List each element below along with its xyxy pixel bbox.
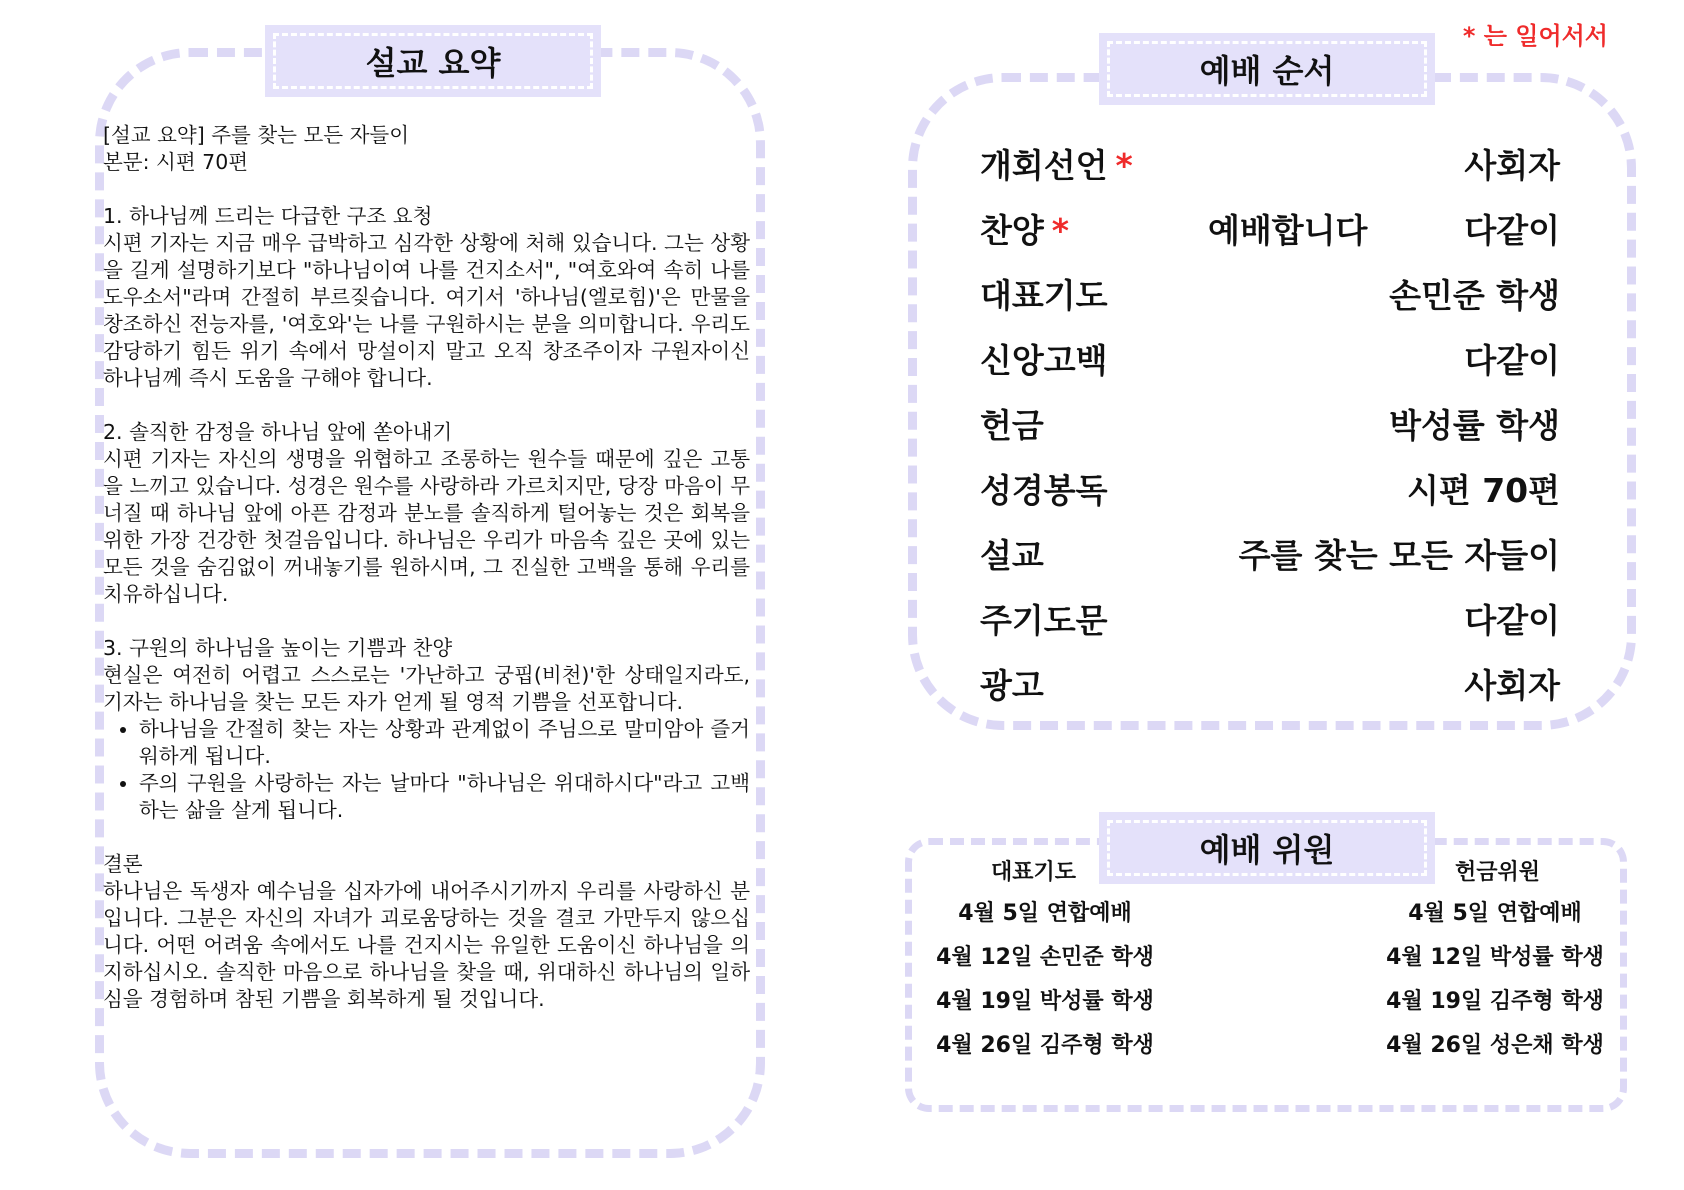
section-3-title: 3. 구원의 하나님을 높이는 기쁨과 찬양 — [103, 636, 453, 660]
order-row — [980, 660, 1560, 710]
sermon-title: 설교 요약 — [365, 44, 501, 82]
order-item-leader: 사회자 — [1464, 666, 1560, 705]
order-item-leader: 주를 찾는 모든 자들이 — [1238, 536, 1560, 575]
prayer-schedule — [915, 892, 1175, 1068]
order-item-leader: 시편 70편 — [1406, 471, 1560, 510]
order-item-leader: 다같이 — [1464, 341, 1560, 380]
conclusion-body: 하나님은 독생자 예수님을 십자가에 내어주시기까지 우리를 사랑하신 분입니다. 그분은 자신의 자녀가 괴로움당하는 것을 결코 가만두지 않으십니다. 어떤 어려움 속에서도 나를 건지시는 유일한 도움이신 하나님을 의지하십시오. 솔직한 마음으로 하나님을 찾을 때, 위대하신 하나님의 일하심을 경험하며 참된 기쁨을 회복하게 될 것입니다. — [103, 879, 750, 1011]
sermon-header-line: [설교 요약] 주를 찾는 모든 자들이 — [103, 123, 410, 147]
schedule-item: 4월 19일 김주형 학생 — [1386, 989, 1604, 1014]
sermon-body — [103, 122, 750, 1013]
section-2-title: 2. 솔직한 감정을 하나님 앞에 쏟아내기 — [103, 420, 453, 444]
schedule-item: 4월 5일 연합예배 — [1408, 901, 1582, 926]
order-item-leader: 박성률 학생 — [1389, 406, 1560, 445]
order-row — [980, 465, 1560, 515]
standing-legend: * 는 일어서서 — [1462, 22, 1608, 50]
sermon-title-tab — [265, 25, 601, 97]
schedule-item: 4월 26일 김주형 학생 — [936, 1033, 1154, 1058]
order-item-leader: 사회자 — [1464, 146, 1560, 185]
schedule-item: 4월 5일 연합예배 — [958, 901, 1132, 926]
prayer-column-head: 대표기도 — [991, 860, 1077, 885]
section-2-body: 시편 기자는 자신의 생명을 위협하고 조롱하는 원수들 때문에 깊은 고통을 느끼고 있습니다. 성경은 원수를 사랑하라 가르치지만, 당장 마음이 무너질 때 하나님 앞에 아픈 감정과 분노를 솔직하게 털어놓는 것은 회복을 위한 가장 건강한 첫걸음입니다. 하나님은 우리가 마음속 깊은 곳에 있는 모든 것을 숨김없이 꺼내놓기를 원하시며, 그 진실한 고백을 통해 우리를 치유하십니다. — [103, 447, 750, 606]
offering-schedule — [1365, 892, 1625, 1068]
order-row — [980, 530, 1560, 580]
bullet-item: • 하나님을 간절히 찾는 자는 상황과 관계없이 주님으로 말미암아 즐거워하게 됩니다. — [139, 716, 750, 770]
order-item-name: 찬양 — [980, 211, 1044, 250]
order-row — [980, 595, 1560, 645]
staff-title-tab — [1099, 812, 1435, 884]
order-item-detail: 예배합니다 — [1208, 211, 1368, 250]
standing-mark: * — [1051, 211, 1070, 250]
order-item-name: 성경봉독 — [980, 471, 1108, 510]
order-item-name: 신앙고백 — [980, 341, 1108, 380]
section-3-bullets — [103, 716, 750, 824]
sermon-scripture: 본문: 시편 70편 — [103, 150, 249, 174]
order-row — [980, 400, 1560, 450]
schedule-item: 4월 12일 박성률 학생 — [1386, 945, 1604, 970]
order-item-leader: 다같이 — [1464, 601, 1560, 640]
order-row — [980, 205, 1560, 255]
section-3-body: 현실은 여전히 어렵고 스스로는 '가난하고 궁핍(비천)'한 상태일지라도, 기자는 하나님을 찾는 모든 자가 얻게 될 영적 기쁨을 선포합니다. — [103, 663, 750, 714]
order-title-tab — [1099, 33, 1435, 105]
conclusion-title: 결론 — [103, 852, 143, 876]
section-1-body: 시편 기자는 지금 매우 급박하고 심각한 상황에 처해 있습니다. 그는 상황을 길게 설명하기보다 "하나님이여 나를 건지소서", "여호와여 속히 나를 도우소서"라며 간절히 부르짖습니다. 여기서 '하나님(엘로힘)'은 만물을 창조하신 전능자를, '여호와'는 나를 구원하시는 분을 의미합니다. 우리도 감당하기 힘든 위기 속에서 망설이지 말고 오직 창조주이자 구원자이신 하나님께 즉시 도움을 구해야 합니다. — [103, 231, 750, 390]
staff-title: 예배 위원 — [1199, 831, 1335, 869]
order-item-name: 헌금 — [980, 406, 1044, 445]
standing-mark: * — [1115, 146, 1133, 185]
section-1-title: 1. 하나님께 드리는 다급한 구조 요청 — [103, 204, 433, 228]
order-row — [980, 335, 1560, 385]
order-item-leader: 다같이 — [1464, 211, 1560, 250]
offering-column-head: 헌금위원 — [1455, 860, 1541, 885]
order-item-name: 대표기도 — [980, 276, 1108, 315]
order-item-name: 주기도문 — [980, 601, 1108, 640]
order-item-name: 광고 — [980, 666, 1044, 705]
bullet-item: • 주의 구원을 사랑하는 자는 날마다 "하나님은 위대하시다"라고 고백하는 삶을 살게 됩니다. — [139, 770, 750, 824]
order-row — [980, 270, 1560, 320]
order-title: 예배 순서 — [1199, 52, 1335, 90]
schedule-item: 4월 26일 성은채 학생 — [1386, 1033, 1604, 1058]
order-item-name: 설교 — [980, 536, 1044, 575]
order-item-leader: 손민준 학생 — [1389, 276, 1560, 315]
order-item-name: 개회선언 — [980, 146, 1108, 185]
order-row — [980, 140, 1560, 190]
schedule-item: 4월 19일 박성률 학생 — [936, 989, 1154, 1014]
schedule-item: 4월 12일 손민준 학생 — [936, 945, 1154, 970]
